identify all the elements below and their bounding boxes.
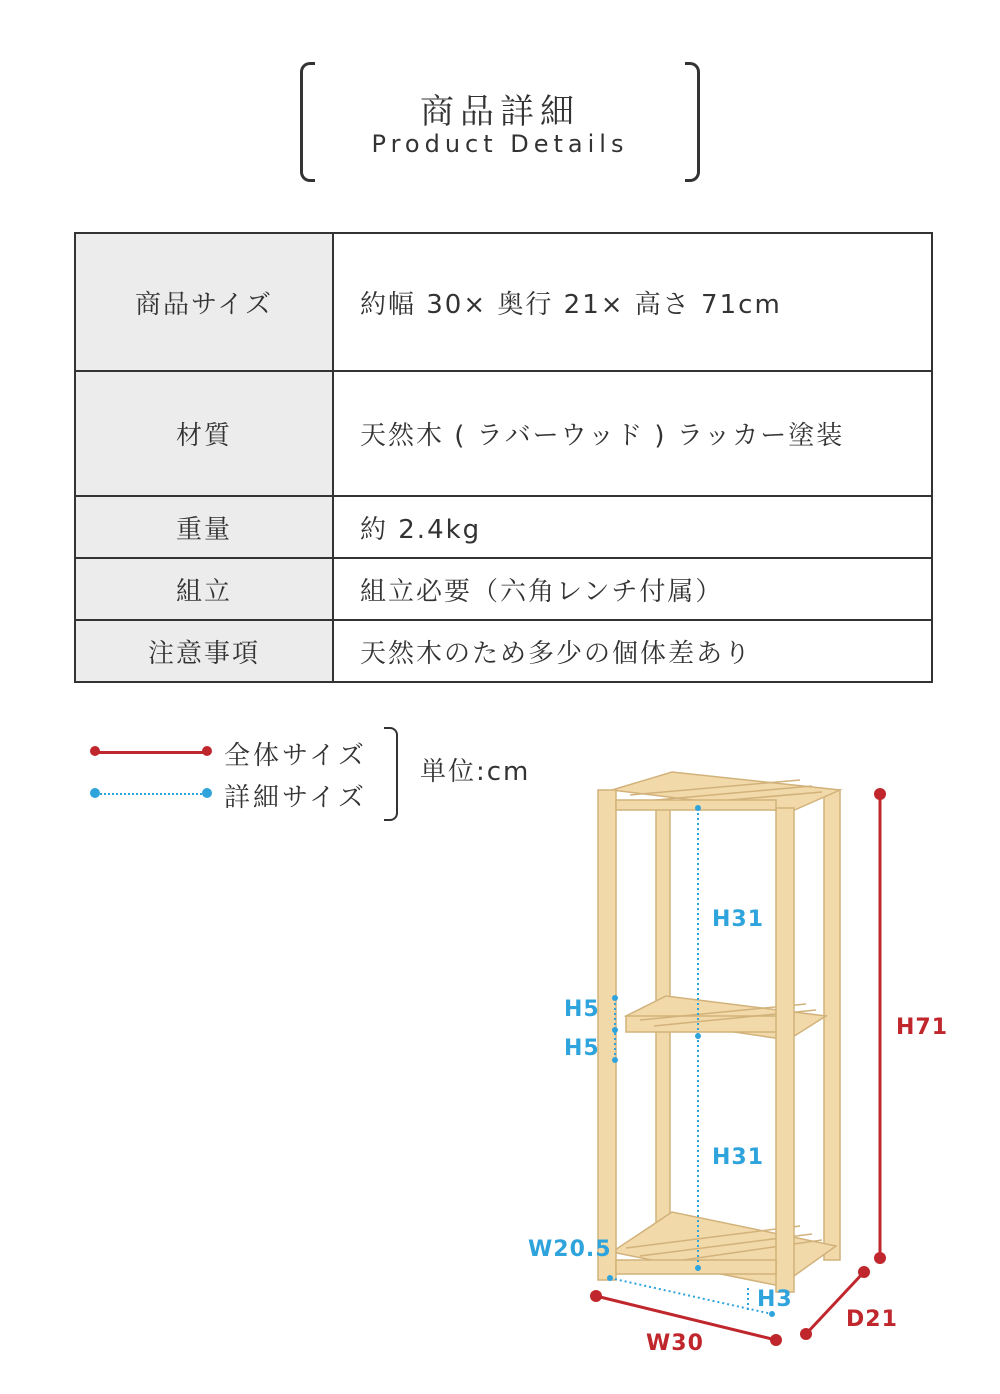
dot — [695, 1265, 701, 1271]
dot — [612, 995, 618, 1001]
label-h71: H71 — [896, 1015, 949, 1040]
dot — [607, 1275, 613, 1281]
spec-label: 材質 — [75, 371, 333, 496]
dot — [612, 1027, 618, 1033]
label-h3: H3 — [757, 1287, 793, 1312]
spec-label: 重量 — [75, 496, 333, 558]
dot — [695, 1033, 701, 1039]
label-h31-bottom: H31 — [712, 1145, 765, 1170]
label-w20-5: W20.5 — [528, 1237, 612, 1262]
spec-value: 天然木 ( ラバーウッド ) ラッカー塗装 — [333, 371, 932, 496]
overall-labels — [646, 1015, 948, 1356]
spec-value: 約 2.4kg — [333, 496, 932, 558]
spec-label: 商品サイズ — [75, 233, 333, 371]
dot — [590, 1290, 602, 1302]
label-h5-upper: H5 — [564, 997, 600, 1022]
unit-label: 単位:cm — [420, 757, 531, 787]
detail-size-label: 詳細サイズ — [224, 783, 367, 813]
label-d21: D21 — [846, 1307, 898, 1332]
spec-value: 約幅 30× 奥行 21× 高さ 71cm — [333, 233, 932, 371]
label-h31-top: H31 — [712, 907, 765, 932]
dot — [874, 1252, 886, 1264]
back-right-post — [824, 790, 840, 1260]
spec-value: 組立必要（六角レンチ付属） — [333, 558, 932, 620]
dot — [770, 1334, 782, 1346]
spec-label: 注意事項 — [75, 620, 333, 682]
dot — [800, 1328, 812, 1340]
title-en: Product Details — [371, 130, 629, 158]
bottom-shelf — [612, 1212, 836, 1286]
front-right-post — [776, 808, 794, 1292]
front-left-post — [598, 790, 616, 1280]
label-w30: W30 — [646, 1331, 704, 1356]
overall-size-label: 全体サイズ — [224, 741, 367, 771]
dot — [695, 805, 701, 811]
dot — [874, 788, 886, 800]
shelf-illustration — [598, 772, 840, 1292]
dot — [858, 1266, 870, 1278]
title-jp: 商品詳細 — [420, 92, 580, 132]
spec-label: 組立 — [75, 558, 333, 620]
spec-value: 天然木のため多少の個体差あり — [333, 620, 932, 682]
label-h5-lower: H5 — [564, 1036, 600, 1061]
dot — [612, 1057, 618, 1063]
